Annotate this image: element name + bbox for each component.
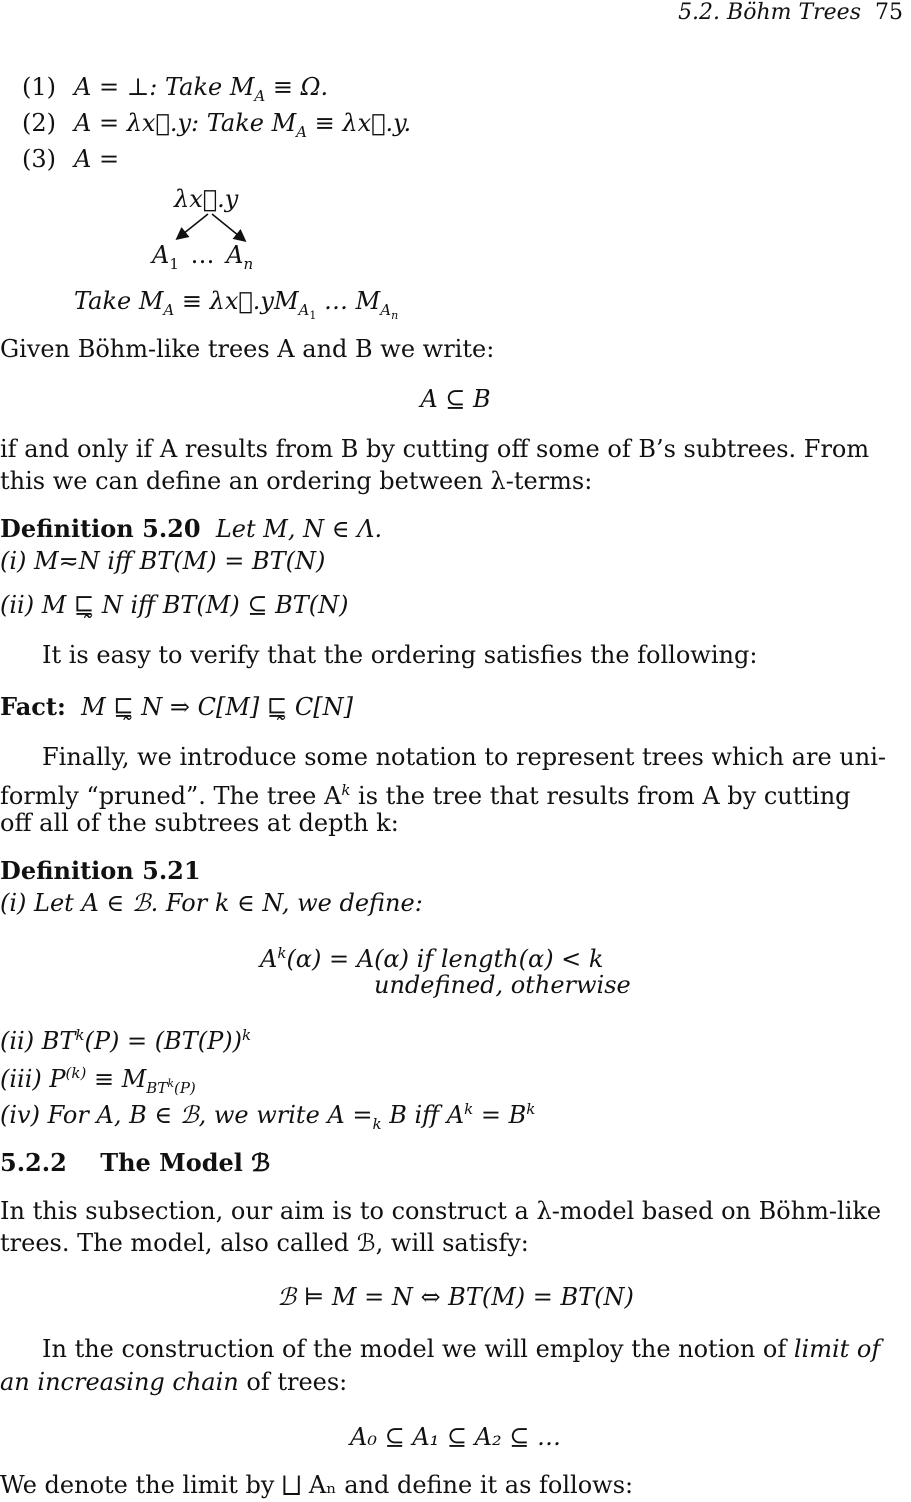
formula-ak-otherwise: undefined, otherwise bbox=[374, 971, 631, 999]
case-1: (1) A = ⊥: Take $M_A \equiv \Omega$. bbox=[22, 73, 329, 105]
case-3: (3) A = bbox=[22, 145, 120, 173]
fact: Fact: M ⊑̰ N ⇒ C[M] ⊑̰ C[N] bbox=[0, 692, 353, 721]
paragraph: It is easy to verify that the ordering satisfies the following: bbox=[42, 641, 758, 669]
case-2: (2) A = λx⃗.y: Take $M_A$ ≡ λx⃗.y. bbox=[22, 109, 412, 141]
definition-5-21-i: (i) Let A ∈ ℬ. For k ∈ N, we define: bbox=[0, 889, 423, 917]
section-heading: 5.2.2 The Model ℬ bbox=[0, 1148, 271, 1177]
bohm-tree-diagram bbox=[150, 180, 290, 273]
paragraph: an increasing chain of trees: bbox=[0, 1368, 348, 1396]
formula-model: ℬ ⊨ M = N ⇔ BT(M) = BT(N) bbox=[277, 1283, 634, 1311]
definition-5-21-iii: (iii) $P^{(k)} \equiv M_{BT^k(P)}$ bbox=[0, 1064, 196, 1097]
page-number: 75 bbox=[875, 0, 903, 25]
take-line: Take $M_A$ ≡ $\lambda x⃗.yM_{A_1}$ … $M_{A_n}$ bbox=[74, 287, 399, 322]
definition-5-21-ii: (ii) $BT^k(P) = (BT(P))^k$ bbox=[0, 1026, 252, 1055]
tree-edge-left bbox=[178, 214, 208, 238]
paragraph: Given Böhm-like trees A and B we write: bbox=[0, 335, 495, 363]
paragraph: if and only if A results from B by cutting off some of B’s subtrees. From bbox=[0, 435, 870, 463]
formula-subset: A ⊆ B bbox=[420, 385, 491, 413]
paragraph: trees. The model, also called ℬ, will satisfy: bbox=[0, 1229, 529, 1257]
paragraph: In this subsection, our aim is to construct a λ-model based on Böhm-like bbox=[0, 1197, 882, 1225]
definition-5-21: Definition 5.21 bbox=[0, 856, 201, 885]
paragraph: In the construction of the model we will employ the notion of limit of bbox=[42, 1335, 881, 1363]
tree-edge-right bbox=[212, 214, 244, 240]
formula-ak: $A^k(\alpha) = A(\alpha)$ if length(α) < k bbox=[260, 944, 604, 973]
definition-5-20: Definition 5.20 Let M, N ∈ Λ. bbox=[0, 514, 383, 543]
paragraph: We denote the limit by ⨆ Aₙ and define it as follows: bbox=[0, 1471, 634, 1499]
tree-children: $A_1$ … $A_n$ bbox=[152, 241, 254, 273]
running-title: 5.2. Böhm Trees bbox=[678, 0, 861, 25]
formula-chain: A₀ ⊆ A₁ ⊆ A₂ ⊆ … bbox=[350, 1423, 561, 1451]
definition-5-20-i: (i) M≂N iff BT(M) = BT(N) bbox=[0, 547, 326, 575]
paragraph: Finally, we introduce some notation to represent trees which are uni- bbox=[42, 743, 886, 771]
definition-5-20-ii: (ii) M ⊑̰ N iff BT(M) ⊆ BT(N) bbox=[0, 591, 349, 619]
paragraph: this we can define an ordering between λ-terms: bbox=[0, 467, 593, 495]
running-header bbox=[678, 0, 903, 25]
paragraph: formly “pruned”. The tree $A^k$ is the tree that results from A by cutting bbox=[0, 781, 851, 810]
definition-5-21-iv: (iv) For A, B ∈ ℬ, we write $A =_k$ B iff $A^k = B^k$ bbox=[0, 1100, 536, 1133]
paragraph: off all of the subtrees at depth k: bbox=[0, 809, 399, 837]
tree-root: λx⃗.y bbox=[174, 185, 239, 213]
